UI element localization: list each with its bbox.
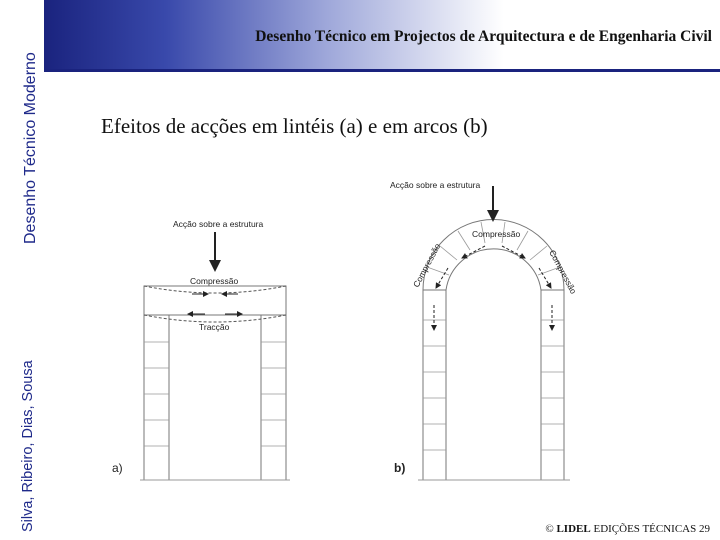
lintel-compression-label: Compressão bbox=[190, 276, 239, 286]
lintel-diagram bbox=[140, 232, 290, 480]
authors: Silva, Ribeiro, Dias, Sousa bbox=[20, 360, 36, 532]
header-title: Desenho Técnico em Projectos de Arquitectura e de Engenharia Civil bbox=[255, 28, 712, 45]
sidebar bbox=[0, 0, 44, 540]
footer-brand: LIDEL bbox=[556, 523, 591, 535]
page-number: 29 bbox=[699, 523, 710, 535]
slide-title: Efeitos de acções em lintéis (a) e em arcos (b) bbox=[101, 114, 488, 138]
header-banner bbox=[44, 0, 720, 72]
structural-figure bbox=[100, 170, 620, 490]
panel-label-a: a) bbox=[112, 461, 123, 475]
lintel-load-label: Acção sobre a estrutura bbox=[173, 219, 264, 229]
arch-compression-left-label: Compressão bbox=[410, 241, 443, 289]
lintel-tension-label: Tracção bbox=[199, 322, 230, 332]
course-title: Desenho Técnico Moderno bbox=[22, 52, 39, 244]
footer bbox=[545, 523, 710, 535]
footer-publisher: EDIÇÕES TÉCNICAS bbox=[593, 523, 697, 535]
copyright-icon: © bbox=[545, 523, 554, 535]
arch-compression-right-label: Compressão bbox=[547, 248, 579, 296]
arch-compression-top-label: Compressão bbox=[472, 229, 521, 239]
arch-load-label: Acção sobre a estrutura bbox=[390, 180, 481, 190]
panel-label-b: b) bbox=[394, 461, 406, 475]
